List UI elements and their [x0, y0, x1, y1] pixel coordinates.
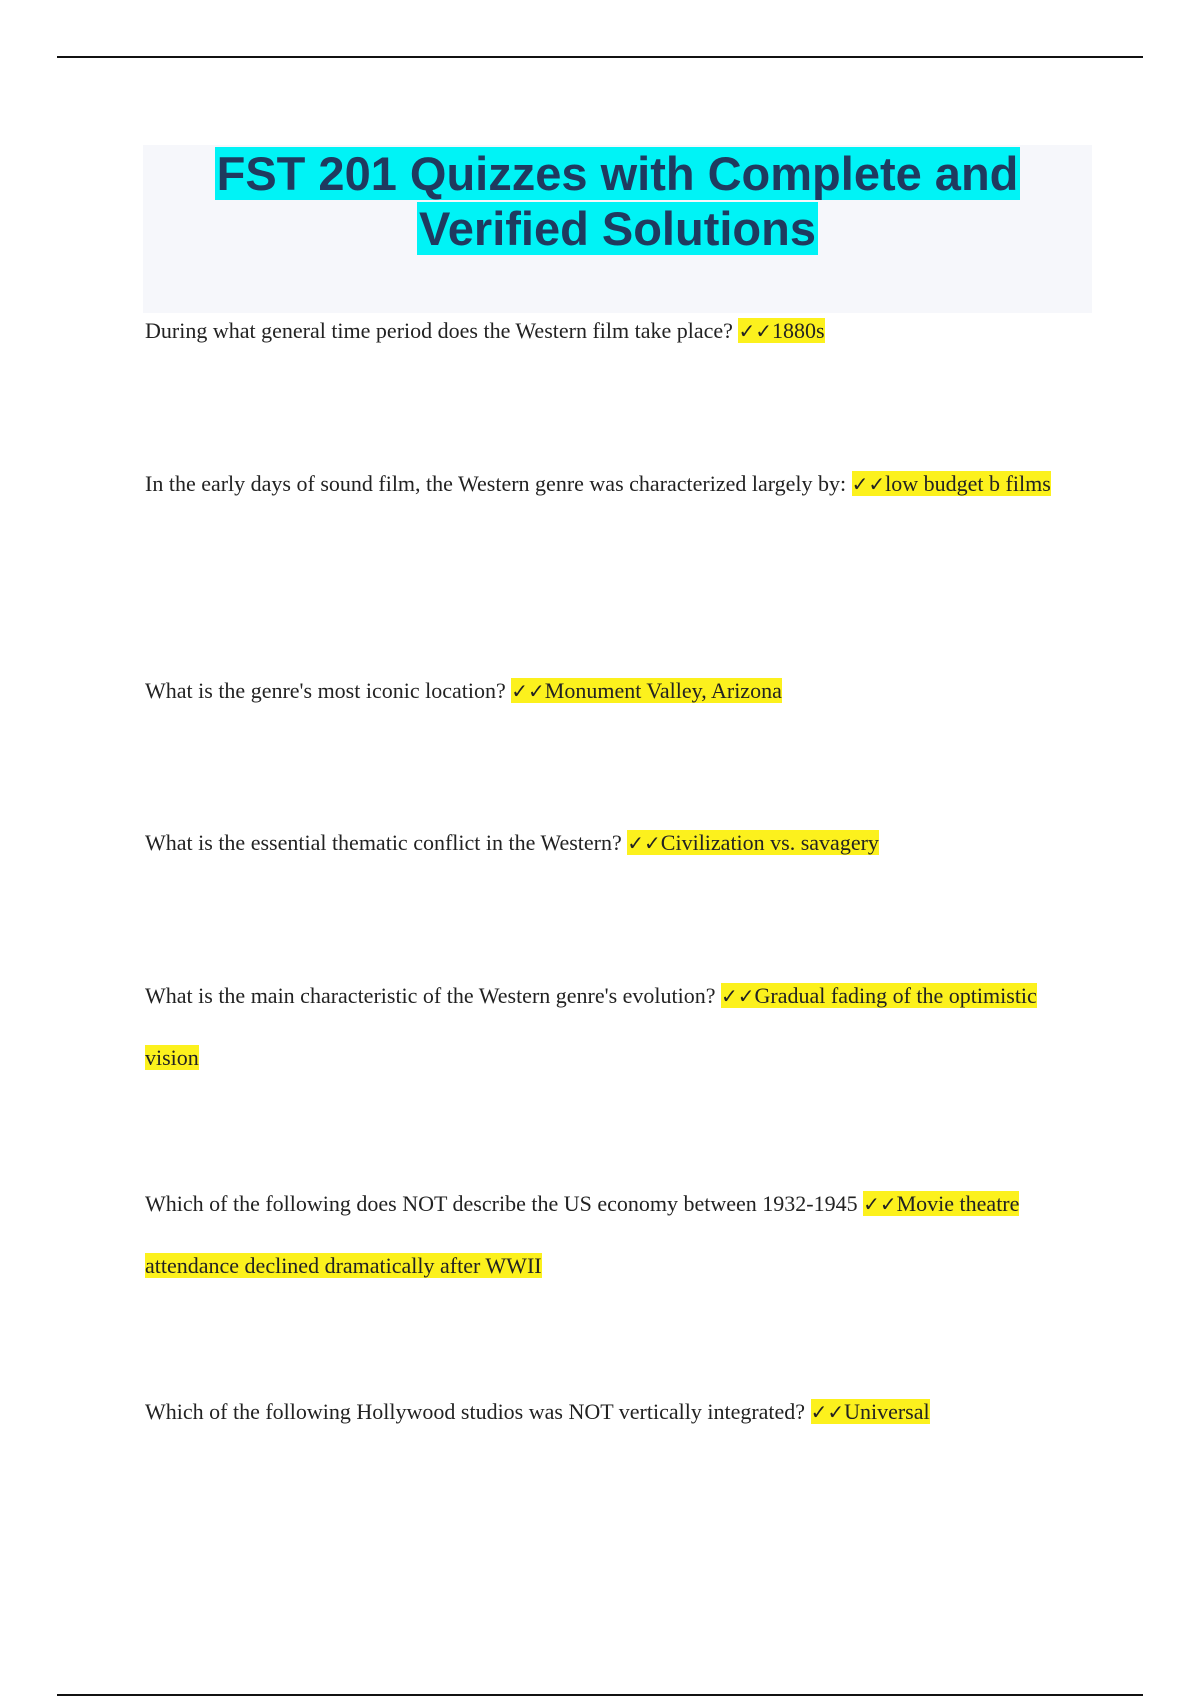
- question-text: During what general time period does the Western film take place?: [145, 318, 733, 343]
- question-text: What is the genre's most iconic location?: [145, 678, 506, 703]
- double-check-icon: ✓✓: [721, 984, 755, 1008]
- question-text: What is the essential thematic conflict in the Western?: [145, 830, 622, 855]
- answer-highlight: [811, 1399, 930, 1424]
- answer-text: Universal: [844, 1399, 930, 1424]
- answer-text: Monument Valley, Arizona: [544, 678, 782, 703]
- double-check-icon: ✓✓: [863, 1192, 897, 1216]
- double-check-icon: ✓✓: [738, 319, 772, 343]
- answer-highlight: [738, 318, 824, 343]
- double-check-icon: ✓✓: [810, 1400, 845, 1424]
- answer-highlight: [511, 678, 782, 703]
- answer-text: low budget b films: [885, 471, 1051, 496]
- question-text: Which of the following Hollywood studios was NOT vertically integrated?: [145, 1399, 806, 1424]
- double-check-icon: ✓✓: [511, 679, 545, 703]
- qa-item-6: [145, 1173, 1085, 1296]
- qa-item-7: [145, 1381, 1085, 1443]
- title-line-2: Verified Solutions: [419, 202, 816, 255]
- answer-text: Movie theatre attendance declined dramatically after WWII: [145, 1191, 1020, 1278]
- answer-highlight: [852, 471, 1051, 496]
- answer-text: Civilization vs. savagery: [660, 830, 879, 855]
- qa-item-5: [145, 965, 1085, 1088]
- title-line-1: FST 201 Quizzes with Complete and: [216, 147, 1019, 200]
- answer-highlight: [627, 830, 879, 855]
- double-check-icon: ✓✓: [627, 831, 661, 855]
- question-text: Which of the following does NOT describe the US economy between 1932-1945: [145, 1191, 858, 1216]
- answer-text: Gradual fading of the optimistic vision: [145, 983, 1037, 1070]
- qa-item-1: [145, 300, 1085, 362]
- top-rule: [57, 56, 1143, 58]
- document-title: [143, 146, 1092, 256]
- question-text: What is the main characteristic of the Western genre's evolution?: [145, 983, 716, 1008]
- question-text: In the early days of sound film, the Western genre was characterized largely by:: [145, 471, 847, 496]
- qa-item-3: [145, 660, 1085, 722]
- title-box: [143, 145, 1092, 313]
- qa-item-4: [145, 812, 1085, 874]
- answer-text: 1880s: [771, 318, 825, 343]
- double-check-icon: ✓✓: [851, 472, 886, 496]
- qa-item-2: [145, 453, 1085, 515]
- bottom-rule: [57, 1694, 1143, 1696]
